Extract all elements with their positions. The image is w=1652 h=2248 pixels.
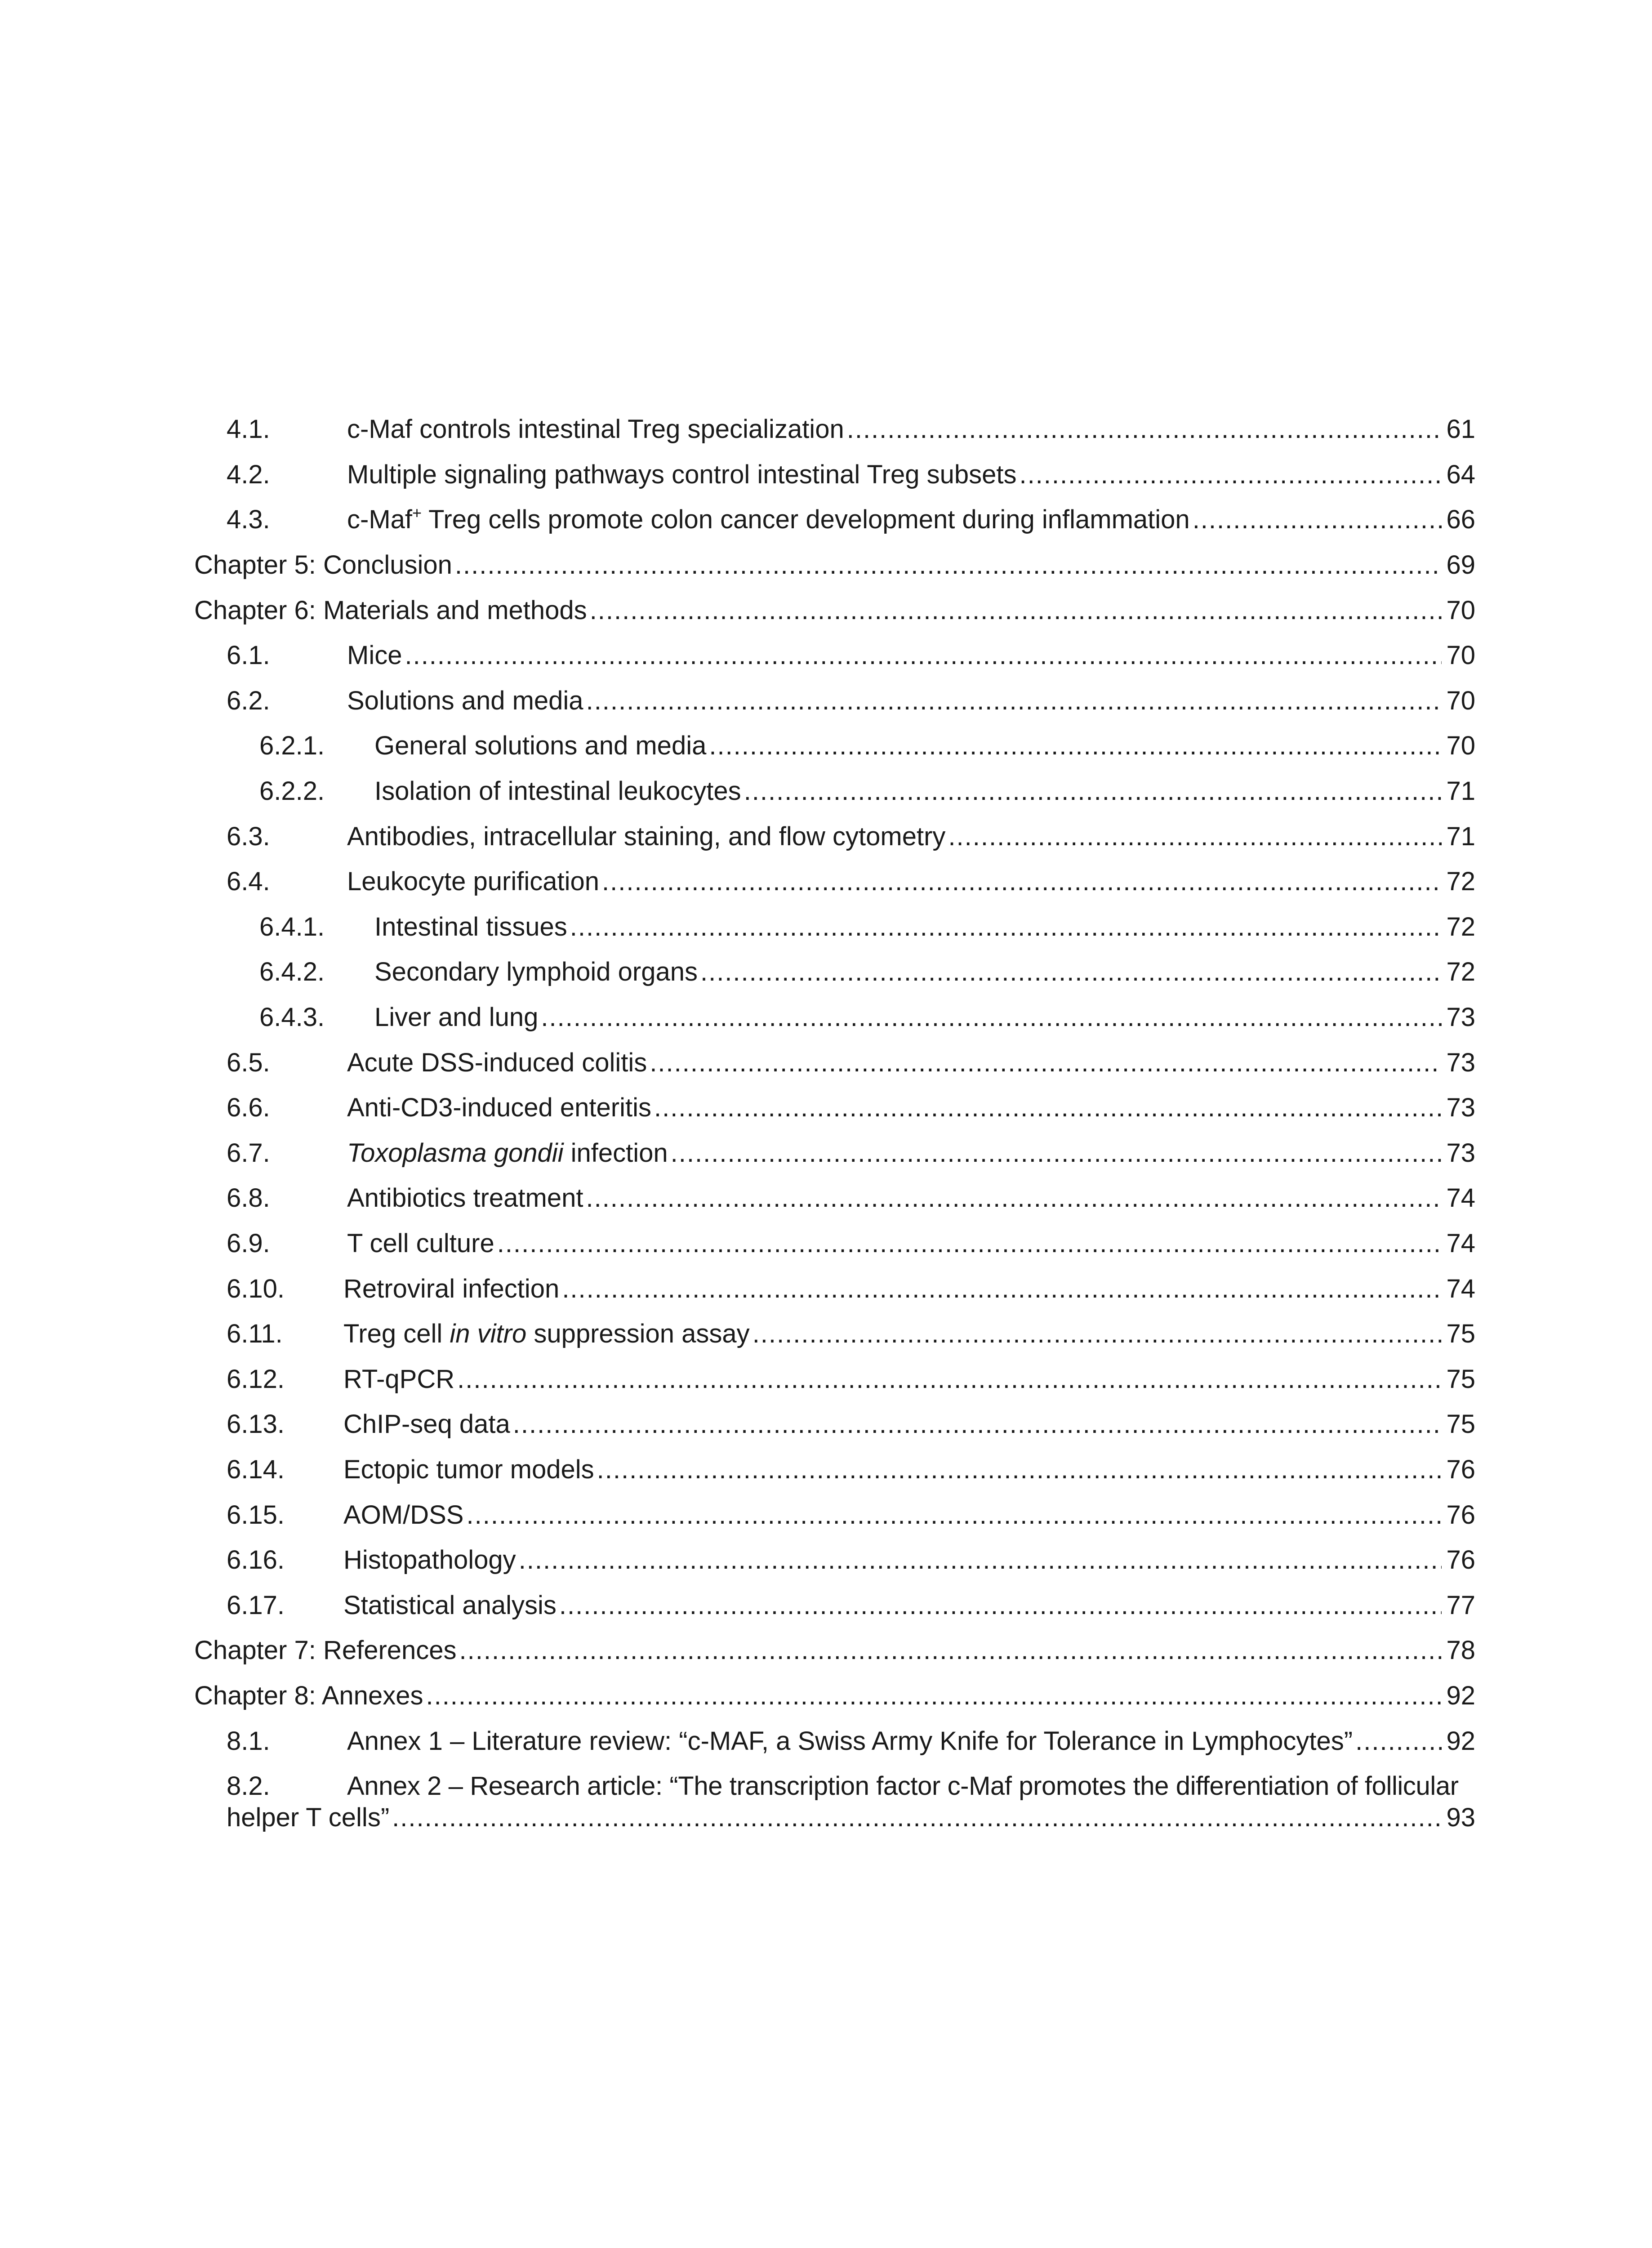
- toc-title: Retroviral infection: [343, 1274, 560, 1303]
- toc-entry-6-10[interactable]: [194, 1266, 1475, 1311]
- toc-title-part: suppression assay: [526, 1319, 750, 1349]
- toc-number: 6.8.: [227, 1183, 270, 1213]
- toc-title: [347, 505, 1193, 535]
- toc-page: 73: [1446, 1138, 1475, 1168]
- toc-title: Statistical analysis: [343, 1590, 557, 1620]
- toc-entry-6-4-3[interactable]: [194, 995, 1475, 1040]
- toc-title: Histopathology: [343, 1545, 516, 1575]
- toc-entry-6-1[interactable]: [194, 633, 1475, 678]
- toc-entry-6-4[interactable]: [194, 859, 1475, 905]
- toc-page: 75: [1446, 1409, 1475, 1439]
- dot-leader: [405, 641, 1442, 670]
- toc-title: Leukocyte purification: [347, 867, 599, 897]
- toc-entry-6-2[interactable]: [194, 678, 1475, 724]
- toc-page: 75: [1446, 1364, 1475, 1394]
- toc-title: Chapter 8: Annexes: [194, 1681, 423, 1710]
- toc-title-continued: helper T cells”: [227, 1802, 390, 1832]
- dot-leader: [709, 731, 1442, 761]
- toc-entry-6-14[interactable]: [194, 1447, 1475, 1493]
- toc-title: Ectopic tumor models: [343, 1454, 594, 1484]
- toc-title: Antibiotics treatment: [347, 1183, 583, 1213]
- toc-page: 71: [1446, 821, 1475, 851]
- dot-leader: [457, 1365, 1442, 1394]
- toc-page: 72: [1446, 957, 1475, 987]
- dot-leader: [744, 776, 1442, 806]
- toc-number: 6.1.: [227, 641, 270, 670]
- toc-title: [343, 1319, 753, 1349]
- toc-number: 6.13.: [227, 1409, 285, 1439]
- toc-title-italic: in vitro: [450, 1319, 527, 1349]
- toc-title: T cell culture: [347, 1228, 494, 1258]
- toc-number: 6.16.: [227, 1545, 285, 1575]
- dot-leader: [847, 415, 1442, 444]
- toc-title-part: Treg cell: [343, 1319, 450, 1349]
- toc-page: 76: [1446, 1545, 1475, 1575]
- dot-leader: [590, 596, 1442, 625]
- toc-entry-6-15[interactable]: [194, 1492, 1475, 1538]
- table-of-contents: [194, 407, 1475, 1848]
- dot-leader: [519, 1545, 1442, 1575]
- toc-number: 6.7.: [227, 1138, 270, 1168]
- toc-title: Secondary lymphoid organs: [374, 957, 698, 987]
- toc-number: 6.11.: [227, 1319, 283, 1349]
- toc-entry-6-8[interactable]: [194, 1176, 1475, 1221]
- toc-number: 4.1.: [227, 415, 270, 444]
- toc-number: 6.3.: [227, 821, 270, 851]
- toc-entry-6-4-1[interactable]: [194, 905, 1475, 950]
- toc-number: 4.2.: [227, 459, 270, 489]
- toc-number: 6.2.2.: [259, 776, 325, 806]
- toc-number: 6.9.: [227, 1228, 270, 1258]
- toc-number: 6.12.: [227, 1364, 285, 1394]
- toc-page: 78: [1446, 1636, 1475, 1665]
- toc-page: 92: [1446, 1681, 1475, 1710]
- toc-entry-6-6[interactable]: [194, 1085, 1475, 1131]
- toc-entry-6-13[interactable]: [194, 1402, 1475, 1447]
- toc-title: Anti-CD3-induced enteritis: [347, 1093, 651, 1123]
- toc-page: 70: [1446, 686, 1475, 715]
- toc-title: Chapter 5: Conclusion: [194, 550, 452, 580]
- toc-entry-6-12[interactable]: [194, 1356, 1475, 1402]
- toc-title: c-Maf controls intestinal Treg specialization: [347, 415, 844, 444]
- toc-entry-6-3[interactable]: [194, 814, 1475, 859]
- toc-title: Solutions and media: [347, 686, 583, 715]
- toc-title: Liver and lung: [374, 1003, 539, 1032]
- toc-title: Chapter 7: References: [194, 1636, 457, 1665]
- toc-entry-4-2[interactable]: [194, 452, 1475, 498]
- toc-number: 6.2.: [227, 686, 270, 715]
- toc-title: Annex 2 – Research article: “The transcription factor c-Maf promotes the differentiation of follicular: [347, 1771, 1459, 1801]
- toc-number: 6.2.1.: [259, 731, 325, 761]
- toc-number: 6.14.: [227, 1454, 285, 1484]
- toc-page: 64: [1446, 459, 1475, 489]
- toc-title-italic: Toxoplasma gondii: [347, 1138, 564, 1168]
- dot-leader: [467, 1500, 1442, 1530]
- toc-number: 8.2.: [227, 1771, 270, 1801]
- toc-page: 73: [1446, 1093, 1475, 1123]
- dot-leader: [948, 822, 1442, 852]
- toc-number: 6.17.: [227, 1590, 285, 1620]
- toc-title: RT-qPCR: [343, 1364, 455, 1394]
- toc-entry-6-5[interactable]: [194, 1040, 1475, 1085]
- dot-leader: [562, 1274, 1442, 1304]
- dot-leader: [1355, 1726, 1442, 1756]
- toc-title: Isolation of intestinal leukocytes: [374, 776, 741, 806]
- toc-title: General solutions and media: [374, 731, 707, 761]
- dot-leader: [1193, 505, 1442, 535]
- toc-number: 6.10.: [227, 1274, 285, 1303]
- dot-leader: [541, 1003, 1442, 1032]
- toc-page: 73: [1446, 1003, 1475, 1032]
- toc-title: Antibodies, intracellular staining, and flow cytometry: [347, 821, 946, 851]
- dot-leader: [497, 1229, 1442, 1258]
- dot-leader: [459, 1636, 1442, 1665]
- toc-entry-6-7[interactable]: [194, 1131, 1475, 1176]
- toc-title: ChIP-seq data: [343, 1409, 510, 1439]
- toc-entry-6-2-1[interactable]: [194, 723, 1475, 769]
- toc-page: 74: [1446, 1183, 1475, 1213]
- toc-entry-6-17[interactable]: [194, 1583, 1475, 1628]
- toc-title-part: infection: [563, 1138, 668, 1168]
- toc-page: 66: [1446, 505, 1475, 535]
- toc-entry-chapter-7[interactable]: [194, 1628, 1475, 1673]
- dot-leader: [586, 686, 1442, 716]
- toc-page: 75: [1446, 1319, 1475, 1349]
- toc-title: Annex 1 – Literature review: “c-MAF, a Swiss Army Knife for Tolerance in Lymphocytes”: [347, 1726, 1353, 1756]
- toc-entry-6-4-2[interactable]: [194, 950, 1475, 995]
- toc-title: Intestinal tissues: [374, 912, 567, 941]
- toc-page: 69: [1446, 550, 1475, 580]
- dot-leader: [586, 1183, 1442, 1213]
- toc-entry-8-1[interactable]: [194, 1718, 1475, 1764]
- toc-entry-4-1[interactable]: [194, 407, 1475, 452]
- toc-number: 6.4.1.: [259, 912, 325, 941]
- toc-number: 6.4.: [227, 867, 270, 897]
- toc-page: 93: [1446, 1802, 1475, 1832]
- toc-title: Multiple signaling pathways control intestinal Treg subsets: [347, 459, 1017, 489]
- toc-page: 74: [1446, 1274, 1475, 1303]
- toc-title: Mice: [347, 641, 402, 670]
- dot-leader: [671, 1138, 1442, 1168]
- toc-title: Acute DSS-induced colitis: [347, 1048, 647, 1077]
- toc-page: 74: [1446, 1228, 1475, 1258]
- dot-leader: [650, 1048, 1442, 1078]
- toc-title-part: c-Maf: [347, 505, 412, 535]
- toc-entry-6-16[interactable]: [194, 1538, 1475, 1583]
- dot-leader: [392, 1803, 1442, 1833]
- toc-page: 73: [1446, 1048, 1475, 1077]
- toc-number: 6.5.: [227, 1048, 270, 1077]
- toc-number: 6.15.: [227, 1500, 285, 1530]
- toc-page: 71: [1446, 776, 1475, 806]
- toc-title: AOM/DSS: [343, 1500, 464, 1530]
- toc-page: 76: [1446, 1454, 1475, 1484]
- toc-number: 6.4.2.: [259, 957, 325, 987]
- toc-title: Chapter 6: Materials and methods: [194, 595, 587, 625]
- toc-title-part: Treg cells promote colon cancer development during inflammation: [422, 505, 1190, 535]
- dot-leader: [426, 1681, 1442, 1711]
- dot-leader: [570, 912, 1442, 942]
- toc-page: 92: [1446, 1726, 1475, 1756]
- toc-page: 61: [1446, 415, 1475, 444]
- toc-page: 77: [1446, 1590, 1475, 1620]
- toc-entry-8-2[interactable]: [194, 1771, 1475, 1848]
- dot-leader: [559, 1591, 1442, 1620]
- toc-page: 70: [1446, 731, 1475, 761]
- toc-page: 72: [1446, 867, 1475, 897]
- toc-page: 76: [1446, 1500, 1475, 1530]
- superscript-plus: +: [412, 504, 422, 522]
- dot-leader: [654, 1093, 1442, 1123]
- dot-leader: [455, 550, 1442, 580]
- toc-page: 70: [1446, 595, 1475, 625]
- toc-entry-chapter-6[interactable]: [194, 588, 1475, 633]
- dot-leader: [753, 1319, 1442, 1349]
- toc-number: 4.3.: [227, 505, 270, 535]
- toc-entry-6-2-2[interactable]: [194, 769, 1475, 814]
- toc-title: [347, 1138, 671, 1168]
- dot-leader: [597, 1455, 1442, 1485]
- toc-number: 6.6.: [227, 1093, 270, 1123]
- toc-entry-4-3[interactable]: [194, 497, 1475, 543]
- toc-entry-chapter-5[interactable]: [194, 543, 1475, 588]
- dot-leader: [700, 957, 1442, 987]
- dot-leader: [513, 1409, 1442, 1439]
- toc-number: 8.1.: [227, 1726, 270, 1756]
- toc-entry-6-11[interactable]: [194, 1311, 1475, 1357]
- dot-leader: [1019, 460, 1442, 490]
- toc-page: 72: [1446, 912, 1475, 941]
- toc-entry-chapter-8[interactable]: [194, 1673, 1475, 1719]
- toc-page: 70: [1446, 641, 1475, 670]
- toc-entry-6-9[interactable]: [194, 1221, 1475, 1267]
- toc-number: 6.4.3.: [259, 1003, 325, 1032]
- dot-leader: [602, 867, 1442, 897]
